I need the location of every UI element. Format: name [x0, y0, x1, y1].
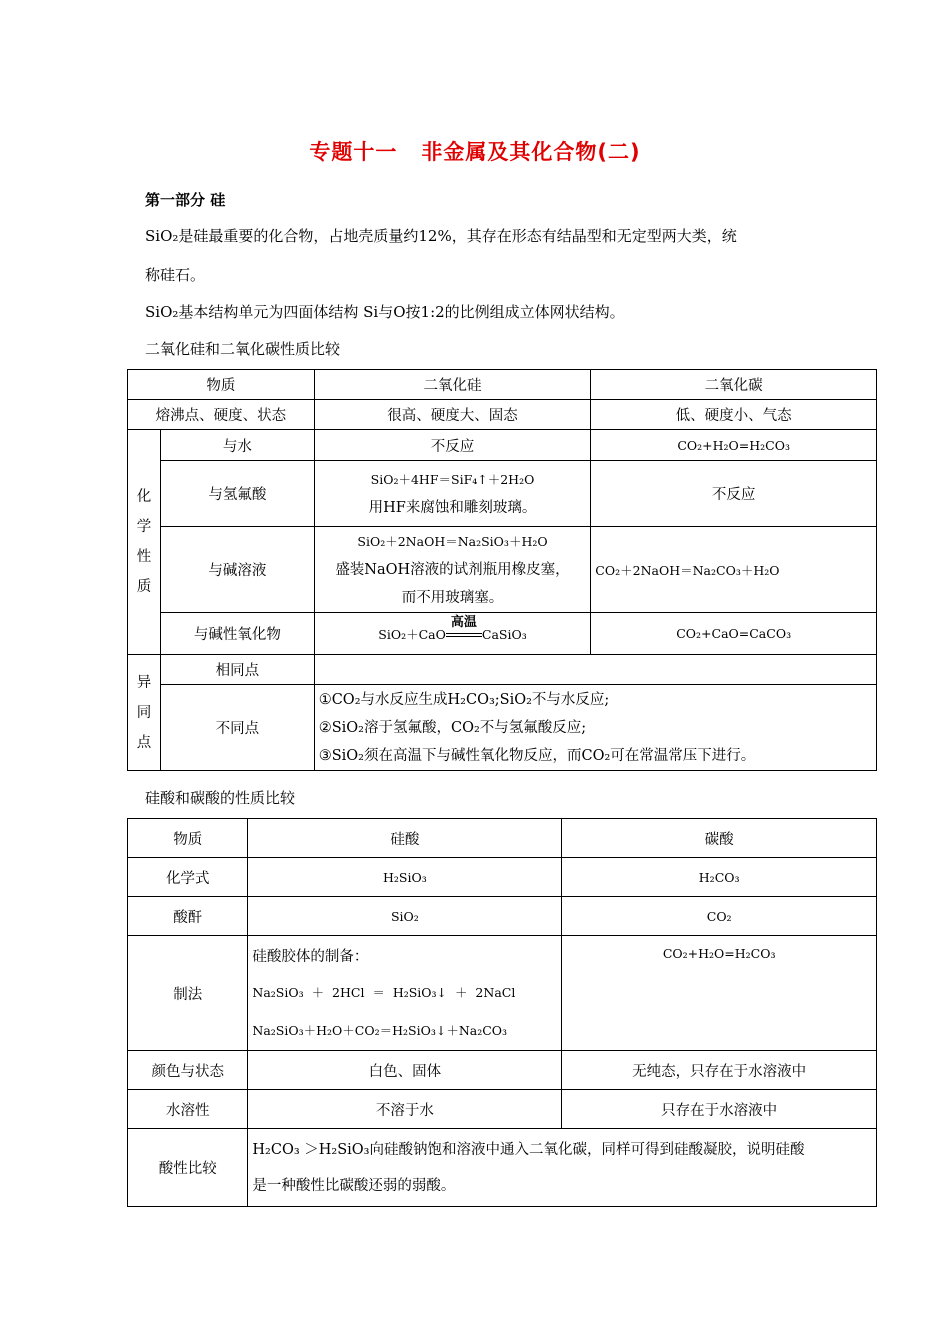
- hf-co2: 不反应: [591, 461, 877, 527]
- hf-sio2: SiO₂＋4HF＝SiF₄↑＋2H₂O 用HF来腐蚀和雕刻玻璃。: [314, 461, 591, 527]
- water-sio2: 不反应: [314, 430, 591, 461]
- paragraph-sio2-intro-1: SiO₂是硅最重要的化合物，占地壳质量约12%，其存在形态有结晶型和无定型两大类，统: [145, 227, 737, 245]
- paragraph-sio2-structure: SiO₂基本结构单元为四面体结构 Si与O按1:2的比例组成立体网状结构。: [145, 303, 625, 321]
- base-sio2: SiO₂＋2NaOH＝Na₂SiO₃＋H₂O 盛装NaOH溶液的试剂瓶用橡皮塞， 而不用玻璃塞。: [314, 527, 591, 613]
- oxide-co2: CO₂+CaO=CaCO₃: [591, 613, 877, 655]
- table2-caption: 硅酸和碳酸的性质比较: [145, 789, 296, 807]
- title-topic: 专题十一: [309, 140, 398, 164]
- color-state-silicic: 白色、固体: [248, 1051, 562, 1090]
- hf-label: 与氢氟酸: [160, 461, 314, 527]
- preparation-silicic: 硅酸胶体的制备： Na₂SiO₃ ＋ 2HCl ＝ H₂SiO₃↓ ＋ 2NaCl Na₂SiO₃＋H₂O＋CO₂＝H₂SiO₃↓＋Na₂CO₃: [248, 936, 562, 1051]
- preparation-carbonic: CO₂+H₂O=H₂CO₃: [562, 936, 877, 1051]
- preparation-label: 制法: [128, 936, 248, 1051]
- anhydride-carbonic: CO₂: [562, 897, 877, 936]
- anhydride-label: 酸酐: [128, 897, 248, 936]
- table-sio2-co2-compare: [127, 369, 877, 771]
- water-co2: CO₂+H₂O=H₂CO₃: [591, 430, 877, 461]
- header-substance: 物质: [128, 819, 248, 858]
- table1-caption: 二氧化硅和二氧化碳性质比较: [145, 340, 341, 358]
- base-label: 与碱溶液: [160, 527, 314, 613]
- solubility-label: 水溶性: [128, 1090, 248, 1129]
- row-physical-sio2: 很高、硬度大、固态: [314, 400, 591, 430]
- table-acid-compare: [127, 818, 877, 1207]
- row-physical-label: 熔沸点、硬度、状态: [128, 400, 315, 430]
- header-carbonic-acid: 碳酸: [562, 819, 877, 858]
- different-label: 不同点: [160, 685, 314, 771]
- same-content: [314, 655, 876, 685]
- color-state-label: 颜色与状态: [128, 1051, 248, 1090]
- acidity-label: 酸性比较: [128, 1129, 248, 1207]
- base-co2: CO₂＋2NaOH＝Na₂CO₃＋H₂O: [591, 527, 877, 613]
- section-heading: 第一部分 硅: [145, 191, 226, 209]
- acidity-content: H₂CO₃ ＞H₂SiO₃向硅酸钠饱和溶液中通入二氧化碳，同样可得到硅酸凝胶，说明硅酸 是一种酸性比碳酸还弱的弱酸。: [248, 1129, 877, 1207]
- paragraph-sio2-intro-2: 称硅石。: [145, 266, 206, 284]
- diff-label: 异同点: [128, 655, 161, 771]
- oxide-label: 与碱性氧化物: [160, 613, 314, 655]
- chem-properties-label: 化学性质: [128, 430, 161, 655]
- water-label: 与水: [160, 430, 314, 461]
- header-substance: 物质: [128, 370, 315, 400]
- anhydride-silicic: SiO₂: [248, 897, 562, 936]
- header-sio2: 二氧化硅: [314, 370, 591, 400]
- header-silicic-acid: 硅酸: [248, 819, 562, 858]
- oxide-sio2: SiO₂＋CaO 高温 CaSiO₃: [314, 613, 591, 655]
- different-content: ①CO₂与水反应生成H₂CO₃;SiO₂不与水反应; ②SiO₂溶于氢氟酸，CO₂不与氢氟酸反应; ③SiO₂须在高温下与碱性氧化物反应，而CO₂可在常温常压下进行。: [314, 685, 876, 771]
- formula-silicic: H₂SiO₃: [248, 858, 562, 897]
- color-state-carbonic: 无纯态，只存在于水溶液中: [562, 1051, 877, 1090]
- formula-carbonic: H₂CO₃: [562, 858, 877, 897]
- title-subject: 非金属及其化合物(二): [421, 140, 641, 164]
- page-title: [0, 136, 950, 166]
- row-physical-co2: 低、硬度小、气态: [591, 400, 877, 430]
- header-co2: 二氧化碳: [591, 370, 877, 400]
- formula-label: 化学式: [128, 858, 248, 897]
- solubility-carbonic: 只存在于水溶液中: [562, 1090, 877, 1129]
- solubility-silicic: 不溶于水: [248, 1090, 562, 1129]
- same-label: 相同点: [160, 655, 314, 685]
